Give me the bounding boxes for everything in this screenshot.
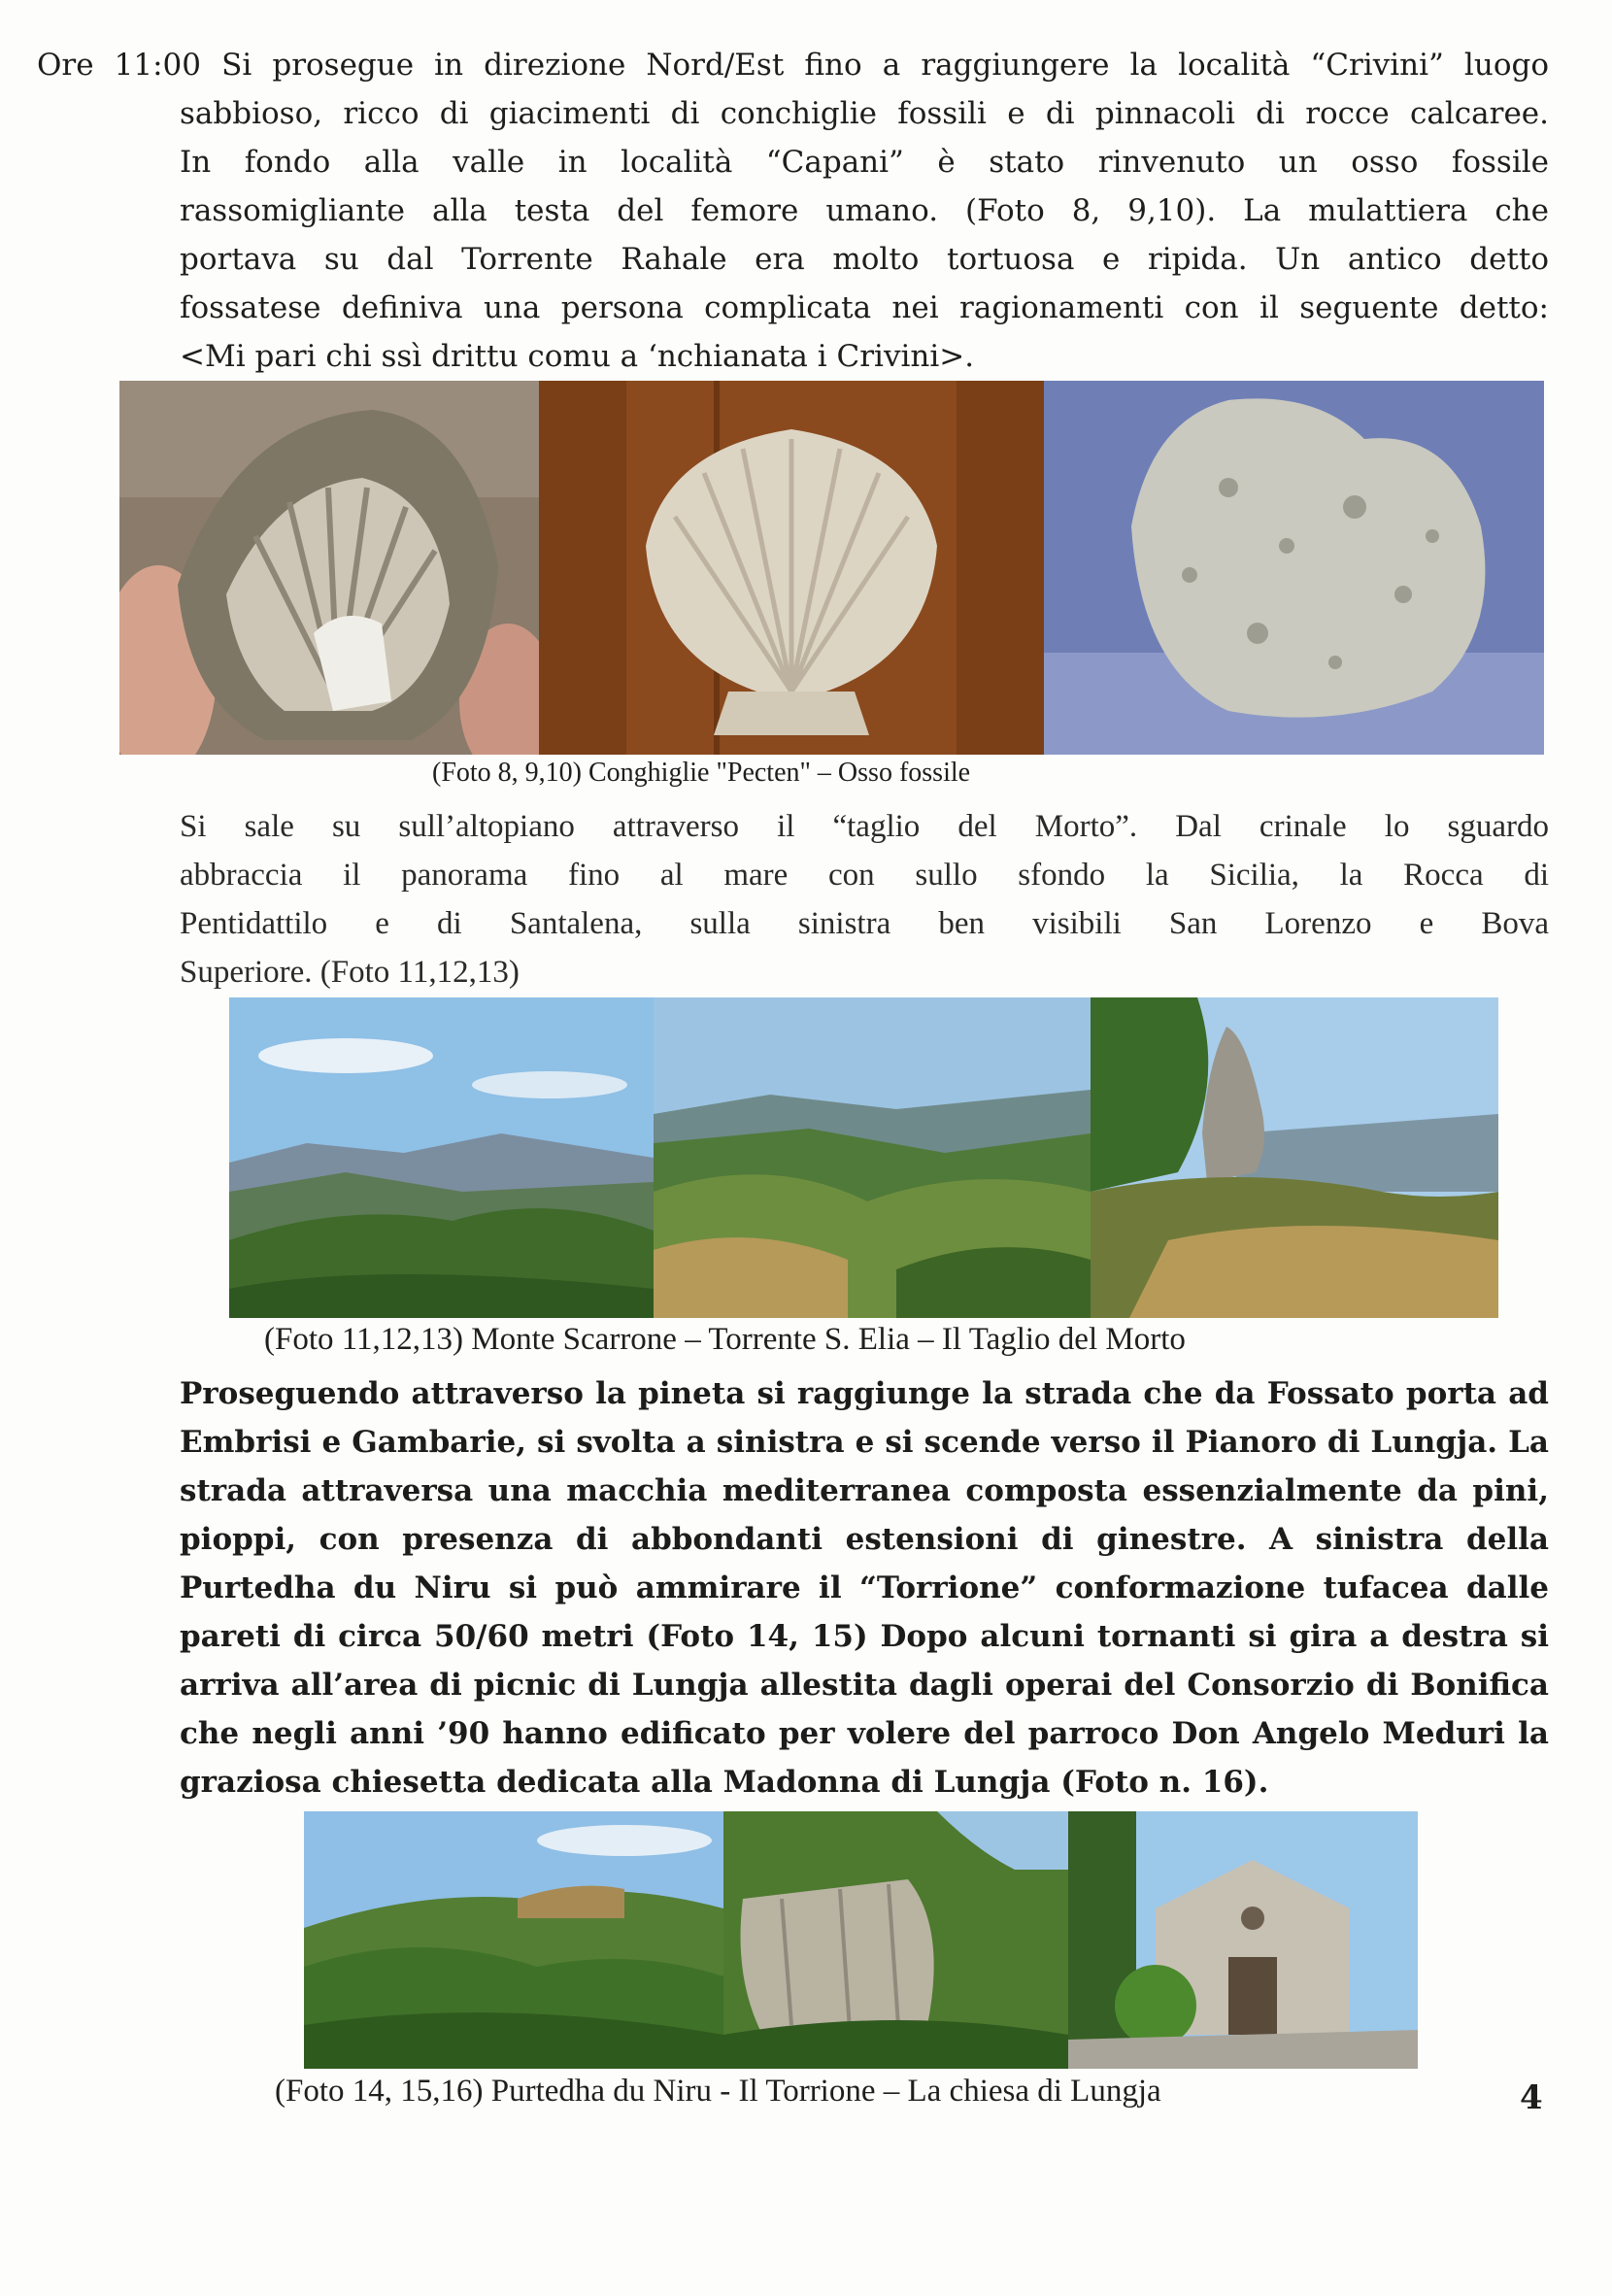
paragraph-line: Ore 11:00 Si prosegue in direzione Nord/Est fino a raggiungere la località “Crivini” luogo: [37, 48, 1549, 83]
paragraph-line: Embrisi e Gambarie, si svolta a sinistra e si scende verso il Pianoro di Lungja. La: [180, 1425, 1549, 1460]
photo-fossil-bone: [1044, 381, 1544, 755]
paragraph-line: pareti di circa 50/60 metri (Foto 14, 15) Dopo alcuni tornanti si gira a destra si: [180, 1619, 1549, 1654]
photo-il-torrione: [723, 1811, 1068, 2069]
photo-chiesa-di-lungja: [1068, 1811, 1418, 2069]
paragraph-line: Si sale su sull’altopiano attraverso il “taglio del Morto”. Dal crinale lo sguardo: [180, 809, 1549, 844]
paragraph-line: fossatese definiva una persona complicata nei ragionamenti con il seguente detto:: [180, 290, 1549, 325]
caption-lungja: (Foto 14, 15,16) Purtedha du Niru - Il Torrione – La chiesa di Lungja: [275, 2074, 1161, 2109]
photo-pecten-shell: [539, 381, 1044, 755]
paragraph-lungja: [180, 1369, 1549, 1806]
paragraph-line: rassomigliante alla testa del femore umano. (Foto 8, 9,10). La mulattiera che: [180, 193, 1549, 228]
page-number: 4: [1520, 2078, 1543, 2117]
paragraph-line: strada attraversa una macchia mediterranea composta essenzialmente da pini,: [180, 1473, 1549, 1508]
paragraph-line: abbraccia il panorama fino al mare con sullo sfondo la Sicilia, la Rocca di: [180, 858, 1549, 893]
paragraph-line: portava su dal Torrente Rahale era molto tortuosa e ripida. Un antico detto: [180, 242, 1549, 277]
paragraph-line: <Mi pari chi ssì drittu comu a ‘nchianata i Crivini>.: [180, 339, 975, 374]
paragraph-line: che negli anni ’90 hanno edificato per volere del parroco Don Angelo Meduri la: [180, 1716, 1549, 1751]
paragraph-crivini-body: [180, 89, 1549, 381]
paragraph-crivini: [37, 41, 1549, 89]
photo-taglio-del-morto: [1091, 997, 1498, 1318]
paragraph-line: graziosa chiesetta dedicata alla Madonna di Lungja (Foto n. 16).: [180, 1765, 1269, 1800]
paragraph-line: In fondo alla valle in località “Capani” è stato rinvenuto un osso fossile: [180, 145, 1549, 180]
paragraph-altopiano: [180, 802, 1549, 996]
paragraph-line: Purtedha du Niru si può ammirare il “Torrione” conformazione tufacea dalle: [180, 1570, 1549, 1605]
paragraph-line: Pentidattilo e di Santalena, sulla sinistra ben visibili San Lorenzo e Bova: [180, 906, 1549, 941]
paragraph-line: Proseguendo attraverso la pineta si raggiunge la strada che da Fossato porta ad: [180, 1376, 1549, 1411]
caption-landscapes: (Foto 11,12,13) Monte Scarrone – Torrente S. Elia – Il Taglio del Morto: [264, 1322, 1186, 1357]
photo-monte-scarrone: [229, 997, 654, 1318]
caption-fossils: (Foto 8, 9,10) Conghiglie "Pecten" – Osso fossile: [432, 758, 971, 788]
paragraph-line: pioppi, con presenza di abbondanti estensioni di ginestre. A sinistra della: [180, 1522, 1549, 1557]
paragraph-line: sabbioso, ricco di giacimenti di conchiglie fossili e di pinnacoli di rocce calcaree.: [180, 96, 1549, 131]
paragraph-line: Superiore. (Foto 11,12,13): [180, 955, 520, 990]
photo-torrente-s-elia: [654, 997, 1091, 1318]
paragraph-line: arriva all’area di picnic di Lungja allestita dagli operai del Consorzio di Bonifica: [180, 1668, 1549, 1703]
photo-shell-in-hand: [119, 381, 539, 755]
photo-purtedha-du-niru: [304, 1811, 723, 2069]
